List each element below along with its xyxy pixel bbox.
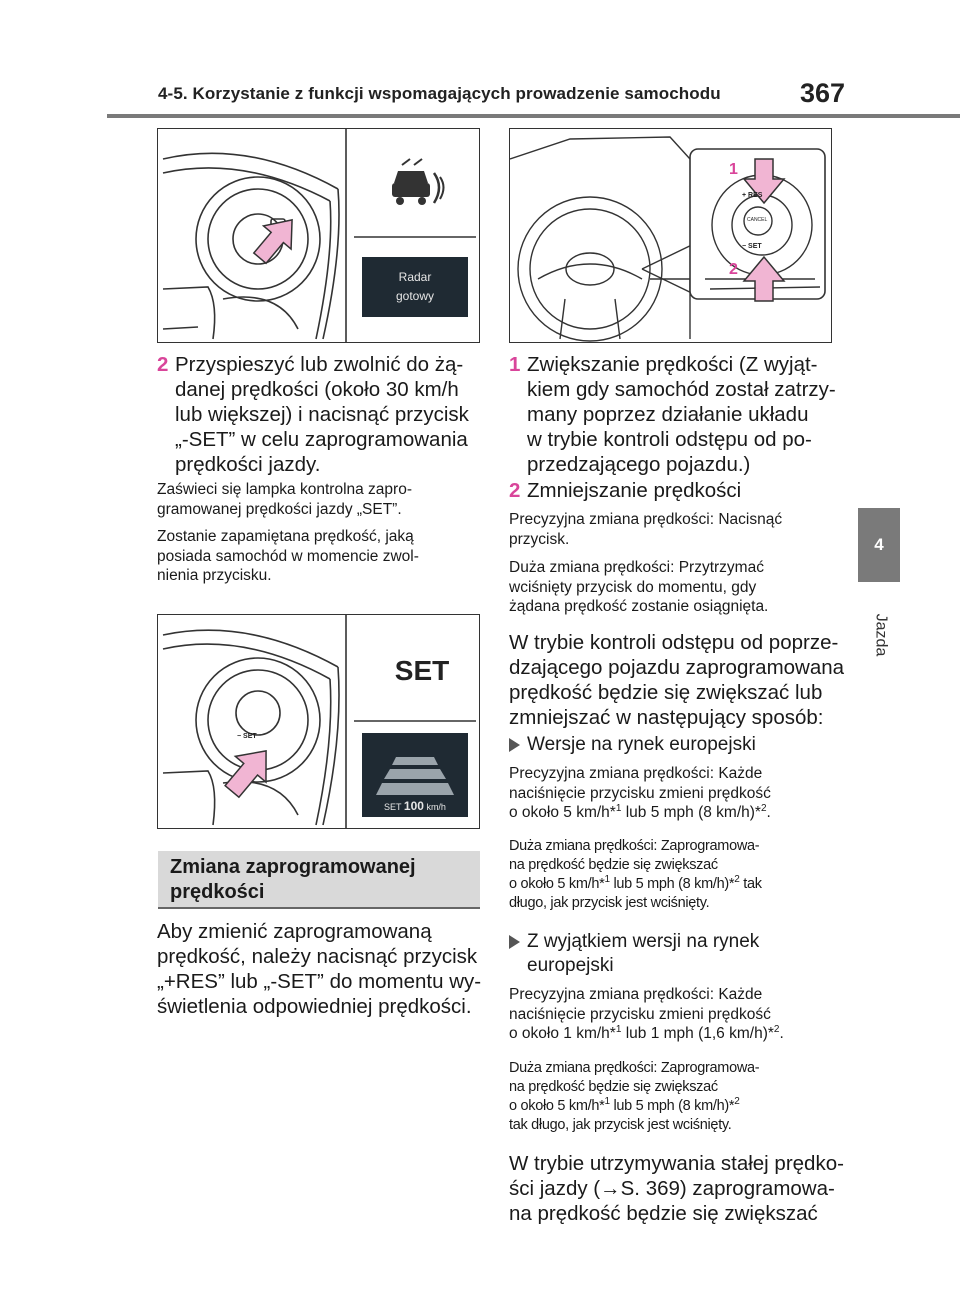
body-line: W trybie kontroli odstępu od poprze- (509, 631, 839, 654)
note-line (509, 1097, 849, 1116)
bullet-text: europejski (527, 955, 614, 976)
footnote-ref: 2 (760, 802, 767, 814)
body-line: zmniejszać w następujący sposób: (509, 706, 824, 729)
set-speed-unit: km/h (426, 802, 446, 812)
page-number: 367 (800, 78, 846, 108)
step-line: w trybie kontroli odstępu od po- (527, 428, 812, 451)
page-header-title: 4-5. Korzystanie z funkcji wspomagających prowadzenie samochodu (158, 84, 721, 103)
left-note-2 (157, 527, 487, 586)
note-part: lub 5 mph (8 km/h)* (609, 876, 735, 892)
bullet-eu (509, 733, 849, 757)
right-note-b (509, 558, 849, 617)
note-line: naciśnięcie przycisku zmieni prędkość (509, 1005, 771, 1023)
note-part: lub 5 mph (8 km/h)* (609, 1098, 735, 1114)
body-line: ści jazdy (→S. 369) zaprogramowa- (509, 1177, 835, 1200)
step-number: 2 (157, 353, 169, 376)
step-line: kiem gdy samochód został zatrzy- (527, 378, 836, 401)
set-speed-label: SET (384, 802, 402, 812)
triangle-bullet-icon (509, 935, 520, 949)
note-part: o około 5 km/h* (509, 876, 605, 892)
chapter-tab[interactable]: 4 (858, 508, 900, 582)
footnote-ref: 1 (604, 1096, 610, 1108)
body-line: na prędkość będzie się zwiększać (509, 1202, 818, 1225)
set-speed-readout (362, 799, 468, 813)
footnote-ref: 1 (615, 1023, 622, 1035)
step-number: 1 (509, 353, 521, 376)
note-part: . (779, 1025, 784, 1042)
note-line: tak długo, jak przycisk jest wciśnięty. (509, 1117, 732, 1133)
step-line: Przyspieszyć lub zwolnić do żą- (175, 353, 464, 376)
other-fine (509, 985, 849, 1044)
note-line: żądana prędkość zostanie osiągnięta. (509, 598, 769, 615)
footnote-ref: 2 (734, 1096, 740, 1108)
note-part: lub 1 mph (1,6 km/h)* (621, 1025, 774, 1042)
footnote-ref: 2 (773, 1023, 780, 1035)
eu-large (509, 837, 849, 913)
section-heading-line: Zmiana zaprogramowanej (170, 856, 416, 878)
set-speed-value: 100 (403, 799, 424, 813)
footnote-ref: 1 (615, 802, 622, 814)
left-step-2 (157, 352, 487, 477)
note-part: tak (739, 876, 762, 892)
step-line: prędkości jazdy. (175, 453, 321, 476)
set-button-label: − SET (742, 243, 762, 250)
bullet-text: Z wyjątkiem wersji na rynek (527, 931, 760, 952)
note-line: Zostanie zapamiętana prędkość, jaką (157, 528, 414, 545)
figure-steering-wheel (509, 128, 832, 343)
step-line: Zmniejszanie prędkości (527, 479, 742, 502)
right-step-2 (509, 478, 849, 503)
triangle-bullet-icon (509, 738, 520, 752)
eu-fine (509, 764, 849, 823)
right-body (509, 630, 849, 730)
note-part: o około 1 km/h* (509, 1025, 616, 1042)
note-line: Precyzyjna zmiana prędkości: Każde (509, 986, 763, 1003)
callout-2: 2 (729, 261, 738, 278)
note-part: o około 5 km/h* (509, 1098, 605, 1114)
footnote-ref: 1 (604, 874, 610, 886)
step-line: przedzającego pojazdu.) (527, 453, 751, 476)
radar-ready-line-2: gotowy (395, 289, 435, 303)
bullet-other (509, 930, 849, 978)
note-line: naciśnięcie przycisku zmieni prędkość (509, 784, 771, 802)
note-line: Duża zmiana prędkości: Zaprogramowa- (509, 838, 760, 854)
radar-ready-line-1: Radar (398, 270, 432, 284)
set-display-big: SET (394, 655, 450, 686)
note-line: Zaświeci się lampka kontrolna zapro- (157, 481, 412, 498)
note-line: Duża zmiana prędkości: Przytrzymać (509, 559, 764, 576)
other-large (509, 1059, 849, 1135)
note-line (509, 875, 849, 894)
note-line: nienia przycisku. (157, 567, 272, 584)
bullet-text: Wersje na rynek europejski (527, 734, 756, 755)
body-line: Aby zmienić zaprogramowaną (157, 920, 432, 943)
note-line (509, 803, 849, 823)
body-line: dzającego pojazdu zaprogramowana (509, 656, 845, 679)
section-heading (158, 851, 480, 909)
right-note-a (509, 510, 849, 549)
body-line: świetlenia odpowiedniej prędkości. (157, 995, 472, 1018)
figure-radar-switch (157, 128, 480, 343)
note-line: Duża zmiana prędkości: Zaprogramowa- (509, 1060, 760, 1076)
step-line: danej prędkości (około 30 km/h (175, 378, 459, 401)
body-line: „+RES” lub „-SET” do momentu wy- (157, 970, 482, 993)
note-part: lub 5 mph (8 km/h)* (621, 804, 761, 821)
right-step-1 (509, 352, 849, 477)
callout-1: 1 (729, 161, 738, 178)
note-part: o około 5 km/h* (509, 804, 616, 821)
step-number: 2 (509, 479, 521, 502)
note-line: przycisk. (509, 530, 570, 548)
cancel-button-label: CANCEL (747, 217, 768, 223)
note-line: Precyzyjna zmiana prędkości: Każde (509, 765, 763, 782)
note-line: długo, jak przycisk jest wciśnięty. (509, 895, 710, 911)
step-line: Zwiększanie prędkości (Z wyjąt- (527, 353, 818, 376)
res-button-label: + RES (742, 192, 763, 199)
header-rule (107, 114, 960, 118)
left-note-1 (157, 480, 487, 519)
step-line: „-SET” w celu zaprogramowania (175, 428, 468, 451)
section-heading-line: prędkości (170, 881, 265, 903)
chapter-label-text: Jazda (872, 613, 890, 657)
left-body (157, 919, 492, 1019)
note-line: posiada samochód w momencie zwol- (157, 547, 419, 565)
note-line (509, 1024, 849, 1044)
body-line: prędkość będzie się zwiększać lub (509, 681, 823, 704)
step-line: lub większej) i nacisnąć przycisk (175, 403, 469, 426)
right-final (509, 1151, 849, 1226)
note-line: na prędkość będzie się zwiększać (509, 857, 718, 873)
footnote-ref: 2 (734, 874, 740, 886)
radar-indicator-icon (392, 159, 444, 205)
note-line: gramowanej prędkości jazdy „SET”. (157, 500, 402, 518)
chapter-label (862, 600, 898, 670)
figure-set-switch (157, 614, 480, 829)
body-line: W trybie utrzymywania stałej prędko- (509, 1152, 844, 1175)
note-line: Precyzyjna zmiana prędkości: Nacisnąć (509, 511, 783, 528)
note-part: . (766, 804, 771, 821)
note-line: na prędkość będzie się zwiększać (509, 1079, 718, 1095)
note-line: wciśnięty przycisk do momentu, gdy (509, 578, 757, 596)
step-line: many poprzez działanie układu (527, 403, 809, 426)
body-line: prędkość, należy nacisnąć przycisk (157, 945, 478, 968)
minus-set-label: − SET (237, 733, 257, 740)
